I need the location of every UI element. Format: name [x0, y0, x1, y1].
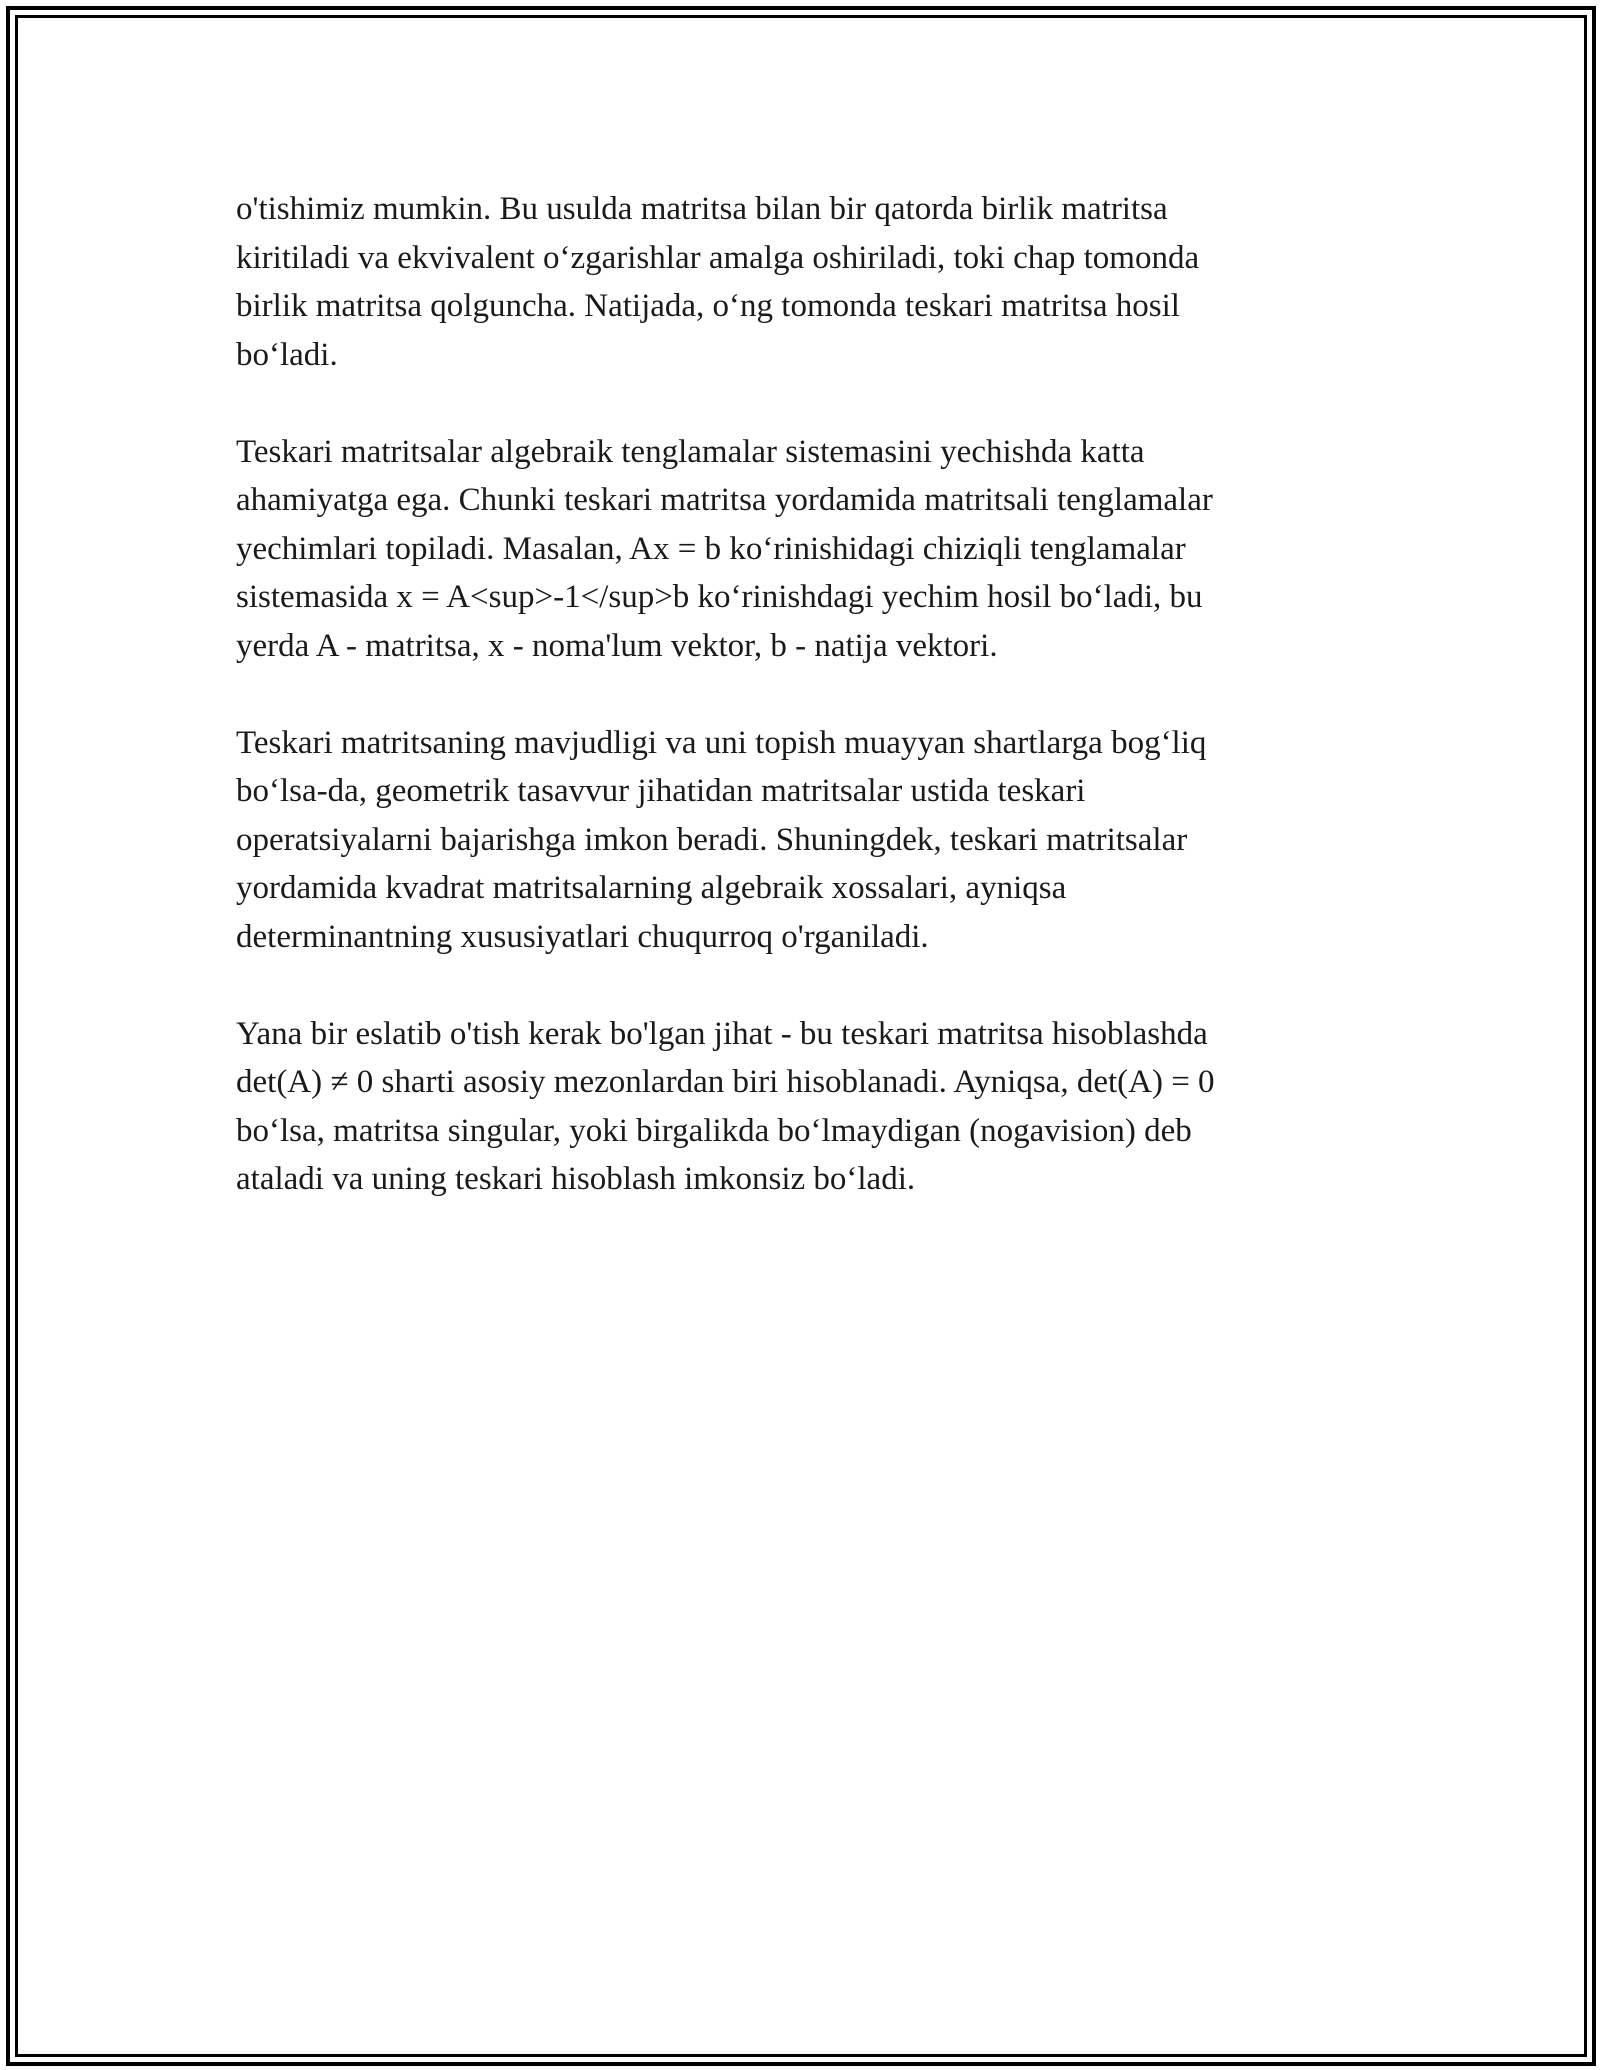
- paragraph-3: Teskari matritsaning mavjudligi va uni topish muayyan shartlarga bog‘liq bo‘lsa-da, geometrik tasavvur jihatidan matritsalar ustida teskari operatsiyalarni bajarishga imkon beradi. Shuningdek, teskari matritsalar yordamida kvadrat matritsalarning algebraik xossalari, ayniqsa determinantning xususiyatlari chuqurroq o'rganiladi.: [236, 724, 1207, 955]
- paragraph-2: Teskari matritsalar algebraik tenglamalar sistemasini yechishda katta ahamiyatga ega. Chunki teskari matritsa yordamida matritsali tenglamalar yechimlari topiladi. Masalan, Ax = b ko‘rinishidagi chiziqli tenglamalar sistemasida x = A<sup>-1</sup>b ko‘rinishdagi yechim hosil bo‘ladi, bu yerda A - matritsa, x - noma'lum vektor, b - natija vektori.: [236, 433, 1213, 664]
- paragraph-4: Yana bir eslatib o'tish kerak bo'lgan jihat - bu teskari matritsa hisoblashda det(A) ≠ 0 sharti asosiy mezonlardan biri hisoblanadi. Ayniqsa, det(A) = 0 bo‘lsa, matritsa singular, yoki birgalikda bo‘lmaydigan (nogavision) deb ataladi va uning teskari hisoblash imkonsiz bo‘ladi.: [236, 1015, 1215, 1197]
- document-body: [236, 185, 1376, 1252]
- paragraph-1: o'tishimiz mumkin. Bu usulda matritsa bilan bir qatorda birlik matritsa kiritiladi va ekvivalent o‘zgarishlar amalga oshiriladi, toki chap tomonda birlik matritsa qolguncha. Natijada, o‘ng tomonda teskari matritsa hosil bo‘ladi.: [236, 191, 1200, 373]
